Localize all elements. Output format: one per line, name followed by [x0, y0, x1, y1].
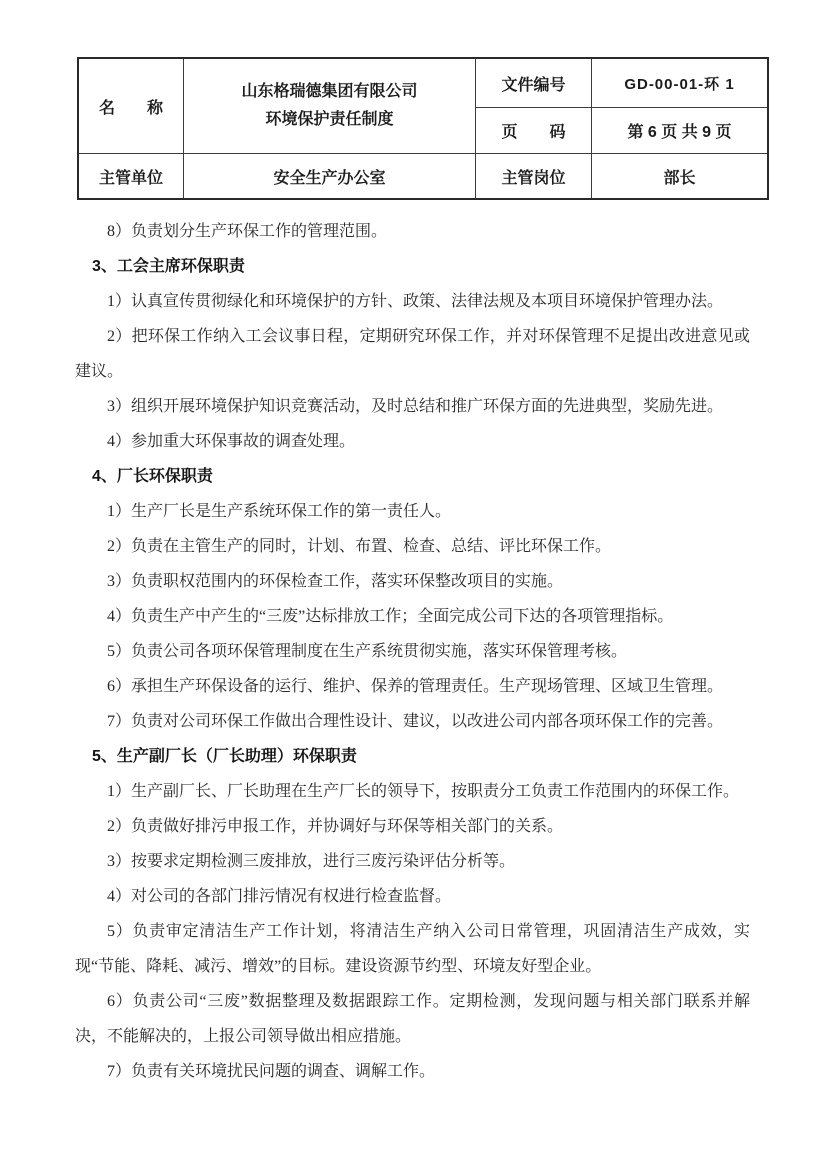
dept-label-cell: 主管单位 — [78, 154, 184, 200]
numbered-item-paragraph: 2）负责做好排污申报工作，并协调好与环保等相关部门的关系。 — [107, 818, 564, 835]
numbered-item-paragraph: 7）负责有关环境扰民问题的调查、调解工作。 — [107, 1063, 436, 1080]
doc-number-label-cell: 文件编号 — [476, 58, 592, 108]
name-value-cell — [184, 58, 476, 154]
numbered-item-paragraph: 1）认真宣传贯彻绿化和环境保护的方针、政策、法律法规及本项目环境保护管理办法。 — [107, 293, 724, 310]
page-number-value-cell: 第 6 页 共 9 页 — [592, 108, 769, 154]
numbered-item-paragraph: 6）负责公司“三废”数据整理及数据跟踪工作。定期检测，发现问题与相关部门联系并解决，不能解决的，上报公司领导做出相应措施。 — [75, 993, 750, 1045]
numbered-item-paragraph: 2）负责在主管生产的同时，计划、布置、检查、总结、评比环保工作。 — [107, 538, 612, 555]
numbered-item-paragraph: 4）参加重大环保事故的调查处理。 — [107, 433, 356, 450]
document-body — [75, 214, 750, 1089]
numbered-item-paragraph: 3）组织开展环境保护知识竞赛活动，及时总结和推广环保方面的先进典型，奖励先进。 — [107, 398, 724, 415]
post-label-cell: 主管岗位 — [476, 154, 592, 200]
numbered-item-paragraph: 5）负责公司各项环保管理制度在生产系统贯彻实施，落实环保管理考核。 — [107, 643, 628, 660]
doc-number-value-cell: GD-00-01-环 1 — [592, 58, 769, 108]
numbered-item-paragraph: 8）负责划分生产环保工作的管理范围。 — [107, 223, 388, 240]
numbered-item-paragraph: 5）负责审定清洁生产工作计划，将清洁生产纳入公司日常管理，巩固清洁生产成效，实现“节能、降耗、减污、增效”的目标。建设资源节约型、环境友好型企业。 — [75, 923, 750, 975]
post-value-cell: 部长 — [592, 154, 769, 200]
numbered-item-paragraph: 6）承担生产环保设备的运行、维护、保养的管理责任。生产现场管理、区域卫生管理。 — [107, 678, 724, 695]
numbered-item-paragraph: 3）按要求定期检测三废排放，进行三废污染评估分析等。 — [107, 853, 516, 870]
numbered-item-paragraph: 3）负责职权范围内的环保检查工作，落实环保整改项目的实施。 — [107, 573, 564, 590]
numbered-item-paragraph: 1）生产厂长是生产系统环保工作的第一责任人。 — [107, 503, 452, 520]
numbered-item-paragraph: 4）负责生产中产生的“三废”达标排放工作；全面完成公司下达的各项管理指标。 — [107, 608, 674, 625]
company-name: 山东格瑞德集团有限公司 — [241, 83, 418, 100]
section-heading: 3、工会主席环保职责 — [92, 258, 245, 275]
document-header-table — [77, 57, 769, 200]
section-heading: 5、生产副厂长（厂长助理）环保职责 — [92, 748, 357, 765]
numbered-item-paragraph: 2）把环保工作纳入工会议事日程，定期研究环保工作，并对环保管理不足提出改进意见或建议。 — [75, 328, 750, 380]
section-heading: 4、厂长环保职责 — [92, 468, 213, 485]
numbered-item-paragraph: 4）对公司的各部门排污情况有权进行检查监督。 — [107, 888, 452, 905]
dept-value-cell: 安全生产办公室 — [184, 154, 476, 200]
name-label-cell: 名 称 — [78, 58, 184, 154]
page-number-label-cell: 页 码 — [476, 108, 592, 154]
numbered-item-paragraph: 1）生产副厂长、厂长助理在生产厂长的领导下，按职责分工负责工作范围内的环保工作。 — [107, 783, 740, 800]
numbered-item-paragraph: 7）负责对公司环保工作做出合理性设计、建议，以改进公司内部各项环保工作的完善。 — [107, 713, 724, 730]
document-title: 环境保护责任制度 — [265, 111, 394, 128]
